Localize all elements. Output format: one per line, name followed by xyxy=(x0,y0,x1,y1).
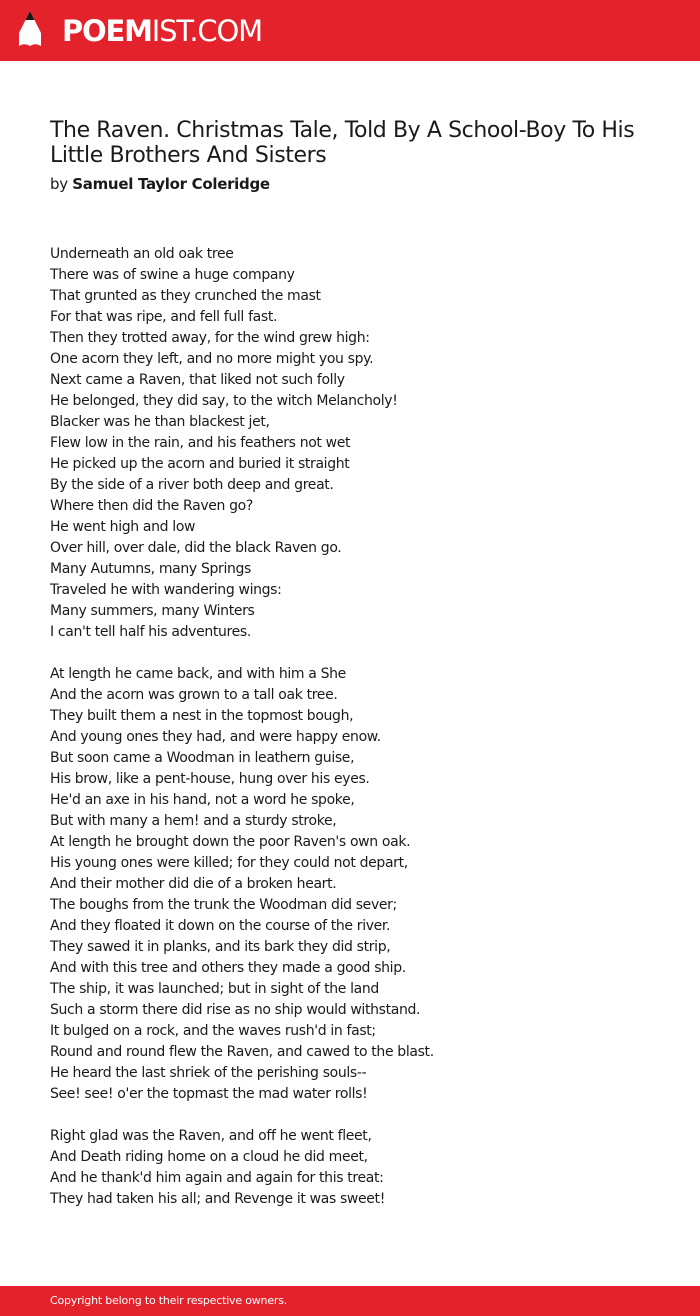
poem-line: He heard the last shriek of the perishing souls-- xyxy=(50,1065,367,1081)
poem-line: Many Autumns, many Springs xyxy=(50,561,251,577)
site-header xyxy=(0,0,700,61)
poem-line: And they floated it down on the course of the river. xyxy=(50,918,391,934)
poem-line: And with this tree and others they made a good ship. xyxy=(50,960,406,976)
poem-line: At length he brought down the poor Raven's own oak. xyxy=(50,834,411,850)
poem-line: He went high and low xyxy=(50,519,196,535)
poem-line: The ship, it was launched; but in sight of the land xyxy=(50,981,379,997)
poem-line: But soon came a Woodman in leathern guise, xyxy=(50,750,355,766)
poem-line: See! see! o'er the topmast the mad water rolls! xyxy=(50,1086,368,1102)
poem-title: The Raven. Christmas Tale, Told By A School-Boy To His Little Brothers And Sisters xyxy=(50,118,635,168)
byline xyxy=(50,174,270,194)
logo-bold-text: POEM xyxy=(62,14,152,48)
author-name: Samuel Taylor Coleridge xyxy=(72,175,270,193)
poem-line: Then they trotted away, for the wind grew high: xyxy=(50,330,370,346)
poem-line: And he thank'd him again and again for this treat: xyxy=(50,1170,384,1186)
poem-line: Over hill, over dale, did the black Raven go. xyxy=(50,540,342,556)
poem-line: He belonged, they did say, to the witch Melancholy! xyxy=(50,393,398,409)
poem-line: For that was ripe, and fell full fast. xyxy=(50,309,278,325)
poem-line: Round and round flew the Raven, and cawed to the blast. xyxy=(50,1044,434,1060)
byline-by: by xyxy=(50,175,68,193)
poem-stanza xyxy=(50,1126,670,1210)
site-footer xyxy=(0,1286,700,1316)
poem-body xyxy=(50,244,670,1231)
poem-line: The boughs from the trunk the Woodman did sever; xyxy=(50,897,397,913)
poem-stanza xyxy=(50,244,670,643)
poem-line: But with many a hem! and a sturdy stroke, xyxy=(50,813,337,829)
poem-line: And their mother did die of a broken heart. xyxy=(50,876,337,892)
poem-line: That grunted as they crunched the mast xyxy=(50,288,321,304)
poem-line: Next came a Raven, that liked not such folly xyxy=(50,372,345,388)
poem-line: Such a storm there did rise as no ship would withstand. xyxy=(50,1002,421,1018)
poem-stanza xyxy=(50,664,670,1105)
poem-line: There was of swine a huge company xyxy=(50,267,295,283)
poem-line: By the side of a river both deep and great. xyxy=(50,477,334,493)
poem-line: They had taken his all; and Revenge it was sweet! xyxy=(50,1191,385,1207)
poem-line: And young ones they had, and were happy enow. xyxy=(50,729,381,745)
poem-line: At length he came back, and with him a She xyxy=(50,666,346,682)
poem-line: One acorn they left, and no more might you spy. xyxy=(50,351,374,367)
poem-line: Where then did the Raven go? xyxy=(50,498,253,514)
poem-line: His brow, like a pent-house, hung over his eyes. xyxy=(50,771,370,787)
poem-line: They sawed it in planks, and its bark they did strip, xyxy=(50,939,391,955)
poem-line: Right glad was the Raven, and off he went fleet, xyxy=(50,1128,372,1144)
site-logo-link[interactable] xyxy=(62,11,262,51)
poem-line: And the acorn was grown to a tall oak tree. xyxy=(50,687,338,703)
poem-line: They built them a nest in the topmost bough, xyxy=(50,708,354,724)
poem-line: Flew low in the rain, and his feathers not wet xyxy=(50,435,351,451)
poem-line: Traveled he with wandering wings: xyxy=(50,582,282,598)
pencil-tip-icon[interactable] xyxy=(17,9,43,51)
poem-line: Many summers, many Winters xyxy=(50,603,255,619)
logo-light-text: IST.COM xyxy=(151,14,262,48)
poem-line: Blacker was he than blackest jet, xyxy=(50,414,270,430)
poem-line: He'd an axe in his hand, not a word he spoke, xyxy=(50,792,355,808)
poem-line: He picked up the acorn and buried it straight xyxy=(50,456,350,472)
poem-line: It bulged on a rock, and the waves rush'd in fast; xyxy=(50,1023,376,1039)
poem-line: And Death riding home on a cloud he did meet, xyxy=(50,1149,368,1165)
poem-line: I can't tell half his adventures. xyxy=(50,624,251,640)
poem-line: Underneath an old oak tree xyxy=(50,246,234,262)
poem-line: His young ones were killed; for they could not depart, xyxy=(50,855,408,871)
copyright-text: Copyright belong to their respective owners. xyxy=(50,1294,288,1307)
